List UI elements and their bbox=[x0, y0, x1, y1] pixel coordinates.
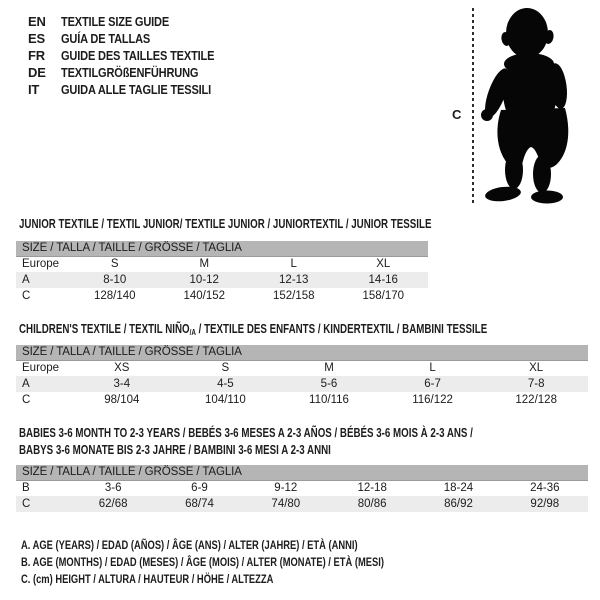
language-title: GUIDA ALLE TAGLIE TESSILI bbox=[61, 82, 212, 97]
language-code: FR bbox=[28, 48, 45, 63]
section-title bbox=[19, 425, 600, 458]
row-label: A bbox=[22, 274, 30, 286]
table-header-bar: SIZE / TALLA / TAILLE / GRÖSSE / TAGLIA bbox=[16, 465, 588, 480]
size-table-children bbox=[16, 345, 588, 408]
language-row bbox=[28, 13, 241, 30]
language-title: GUÍA DE TALLAS bbox=[61, 31, 151, 46]
legend-notes bbox=[21, 537, 486, 588]
table-row bbox=[16, 376, 588, 392]
table-row bbox=[16, 480, 588, 496]
row-label: C bbox=[22, 394, 31, 406]
size-cell: 3-4 bbox=[113, 378, 131, 390]
row-label: C bbox=[22, 290, 31, 302]
table-header-bar: SIZE / TALLA / TAILLE / GRÖSSE / TAGLIA bbox=[16, 241, 428, 256]
table-row bbox=[16, 392, 588, 408]
row-label: Europe bbox=[22, 258, 60, 271]
size-cell: 7-8 bbox=[527, 378, 545, 390]
size-cell: 128/140 bbox=[93, 290, 136, 302]
size-table-babies bbox=[16, 465, 588, 512]
size-cell: 158/170 bbox=[362, 290, 405, 302]
language-title: GUIDE DES TAILLES TEXTILE bbox=[61, 48, 215, 63]
legend-note-line: B. AGE (MONTHS) / EDAD (MESES) / ÂGE (MOIS) / ALTER (MONATE) / ETÀ (MESI) bbox=[21, 555, 384, 569]
section-title-line: BABIES 3-6 MONTH TO 2-3 YEARS / BEBÉS 3-6 MESES A 2-3 AÑOS / BÉBÉS 3-6 MOIS À 2-3 ANS / bbox=[19, 426, 473, 440]
language-code: EN bbox=[28, 14, 46, 29]
size-cell: XL bbox=[376, 258, 391, 271]
baby-silhouette-icon bbox=[470, 0, 600, 210]
height-measure-label: C bbox=[452, 107, 462, 122]
size-cell: 6-9 bbox=[191, 482, 208, 495]
table-row bbox=[16, 288, 428, 304]
size-cell: 10-12 bbox=[189, 274, 219, 286]
size-cell: M bbox=[199, 258, 210, 271]
language-row bbox=[28, 81, 241, 98]
section-title bbox=[19, 216, 548, 233]
size-cell: 74/80 bbox=[271, 498, 301, 510]
language-title: TEXTILE SIZE GUIDE bbox=[61, 14, 170, 29]
language-code: DE bbox=[28, 65, 46, 80]
size-cell: L bbox=[290, 258, 297, 271]
size-cell: XL bbox=[529, 362, 544, 375]
size-cell: 104/110 bbox=[205, 394, 246, 406]
size-cell: 12-18 bbox=[357, 482, 387, 495]
size-cell: 116/122 bbox=[412, 394, 453, 406]
table-row bbox=[16, 360, 588, 376]
table-row bbox=[16, 496, 588, 512]
language-row bbox=[28, 64, 241, 81]
size-cell: L bbox=[429, 362, 436, 375]
section-title-line: CHILDREN'S TEXTILE / TEXTIL $NIÑO_{/A}$ / TEXTILE DES ENFANTS / KINDERTEXTIL / BAMBINI TESSILE bbox=[19, 322, 488, 338]
size-cell: 24-36 bbox=[530, 482, 560, 495]
size-cell: 9-12 bbox=[274, 482, 298, 495]
table-row bbox=[16, 256, 428, 272]
size-cell: M bbox=[324, 362, 334, 375]
row-label: A bbox=[22, 378, 30, 390]
size-cell: 86/92 bbox=[444, 498, 473, 510]
row-label: Europe bbox=[22, 362, 60, 375]
legend-note-line: C. (cm) HEIGHT / ALTURA / HAUTEUR / HÖHE / ALTEZZA bbox=[21, 572, 274, 586]
size-cell: 80/86 bbox=[357, 498, 387, 510]
size-table-junior bbox=[16, 241, 428, 304]
language-code: IT bbox=[28, 82, 40, 97]
language-header bbox=[28, 13, 241, 98]
legend-note-line: A. AGE (YEARS) / EDAD (AÑOS) / ÂGE (ANS) / ALTER (JAHRE) / ETÀ (ANNI) bbox=[21, 538, 358, 552]
size-cell: 152/158 bbox=[272, 290, 315, 302]
size-cell: 62/68 bbox=[98, 498, 128, 510]
size-cell: 110/116 bbox=[309, 394, 349, 406]
row-label: C bbox=[22, 498, 31, 510]
language-row bbox=[28, 30, 241, 47]
row-label: B bbox=[22, 482, 30, 495]
size-cell: 5-6 bbox=[320, 378, 338, 390]
size-cell: S bbox=[110, 258, 119, 271]
size-cell: 14-16 bbox=[368, 274, 398, 286]
size-cell: 122/128 bbox=[515, 394, 557, 406]
size-cell: 140/152 bbox=[183, 290, 226, 302]
language-title: TEXTILGRÖßENFÜHRUNG bbox=[61, 65, 199, 80]
size-cell: 6-7 bbox=[424, 378, 441, 390]
size-cell: 4-5 bbox=[217, 378, 234, 390]
subscript-text: /A bbox=[189, 328, 196, 338]
size-cell: 68/74 bbox=[185, 498, 214, 510]
table-row bbox=[16, 272, 428, 288]
size-cell: 18-24 bbox=[443, 482, 474, 495]
section-title-line: JUNIOR TEXTILE / TEXTIL JUNIOR/ TEXTILE JUNIOR / JUNIORTEXTIL / JUNIOR TESSILE bbox=[19, 217, 432, 231]
size-cell: 8-10 bbox=[103, 274, 127, 286]
language-row bbox=[28, 47, 241, 64]
size-cell: XS bbox=[114, 362, 130, 375]
table-header-bar: SIZE / TALLA / TAILLE / GRÖSSE / TAGLIA bbox=[16, 345, 588, 360]
size-cell: 98/104 bbox=[104, 394, 140, 406]
section-title-line: BABYS 3-6 MONATE BIS 2-3 JAHRE / BAMBINI 3-6 MESI A 2-3 ANNI bbox=[19, 442, 331, 457]
language-code: ES bbox=[28, 31, 45, 46]
section-title bbox=[19, 321, 600, 342]
size-cell: 92/98 bbox=[530, 498, 560, 510]
size-cell: 3-6 bbox=[104, 482, 122, 495]
size-cell: 12-13 bbox=[279, 274, 309, 286]
size-cell: S bbox=[221, 362, 230, 375]
